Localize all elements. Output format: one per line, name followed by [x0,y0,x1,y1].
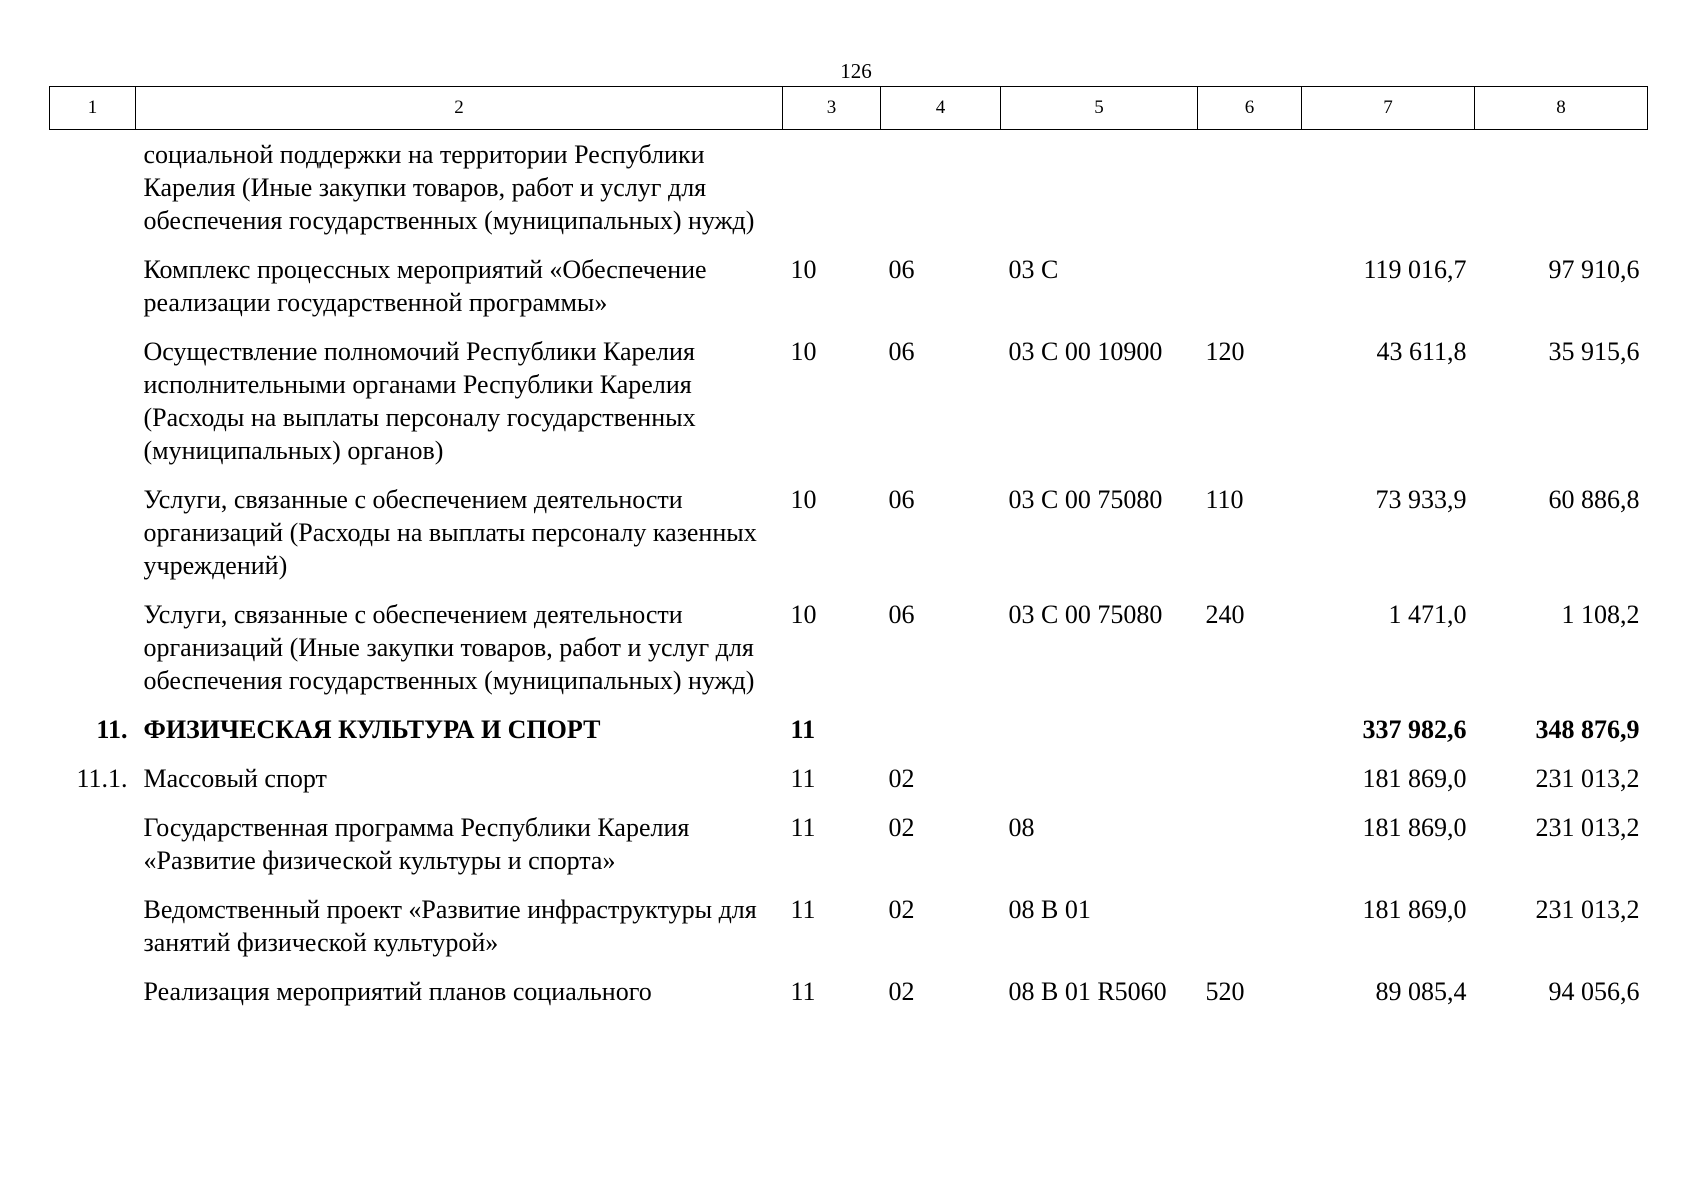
target-article-code: 08 [1008,813,1035,842]
table-row [50,130,1648,254]
table-row [50,253,1648,335]
row-number [50,811,136,893]
target-article-code: 03 С 00 75080 [1008,600,1163,629]
section-code: 10 [790,485,817,514]
amount-col8 [1475,130,1648,254]
section-code: 11 [790,764,816,793]
section-code [783,130,881,254]
section-code: 11 [790,715,816,744]
expense-type-code: 110 [1205,485,1244,514]
section-row [50,713,1648,762]
amount-col7: 1 471,0 [1388,600,1467,629]
column-header-1: 1 [50,87,136,130]
page-number: 126 [840,59,872,83]
expense-type-code: 240 [1205,600,1245,629]
table-row [50,483,1648,598]
subsection-code: 06 [888,485,915,514]
table-row [50,335,1648,483]
table-row [50,975,1648,1024]
row-name: Комплекс процессных мероприятий «Обеспечение реализации государственной программы» [143,255,707,317]
expense-type-code [1198,893,1302,975]
row-name: социальной поддержки на территории Республики Карелия (Иные закупки товаров, работ и услуг для обеспечения государственных (муниципальных) нужд) [143,140,755,235]
row-number: 11. [96,715,128,744]
amount-col7: 43 611,8 [1376,337,1467,366]
target-article-code: 03 С 00 10900 [1008,337,1163,366]
subsection-code [881,713,1001,762]
subsection-code: 06 [888,255,915,284]
table-header [50,87,1648,130]
column-header-3: 3 [783,87,881,130]
subsection-code: 02 [888,977,915,1006]
subsection-code: 06 [888,337,915,366]
row-number [50,598,136,713]
row-number [50,253,136,335]
expense-type-code [1198,713,1302,762]
amount-col7: 181 869,0 [1362,895,1467,924]
target-article-code [1001,762,1198,811]
amount-col8: 348 876,9 [1535,715,1640,744]
expense-type-code: 120 [1205,337,1245,366]
amount-col7 [1302,130,1475,254]
amount-col7: 119 016,7 [1363,255,1467,284]
amount-col8: 1 108,2 [1561,600,1640,629]
column-header-7: 7 [1302,87,1475,130]
expense-type-code [1198,811,1302,893]
section-code: 11 [790,977,816,1006]
row-name: Реализация мероприятий планов социального [143,977,652,1006]
column-header-6: 6 [1198,87,1302,130]
section-code: 10 [790,337,817,366]
subsection-code: 02 [888,764,915,793]
section-code: 10 [790,600,817,629]
row-name: ФИЗИЧЕСКАЯ КУЛЬТУРА И СПОРТ [143,715,601,744]
amount-col8: 97 910,6 [1548,255,1640,284]
table-row [50,598,1648,713]
amount-col7: 181 869,0 [1362,764,1467,793]
amount-col7: 89 085,4 [1375,977,1467,1006]
amount-col8: 231 013,2 [1535,895,1640,924]
target-article-code: 08 В 01 [1008,895,1091,924]
table-row [50,811,1648,893]
target-article-code: 03 С 00 75080 [1008,485,1163,514]
target-article-code [1001,713,1198,762]
column-header-2: 2 [136,87,783,130]
column-header-8: 8 [1475,87,1648,130]
subsection-code: 06 [888,600,915,629]
expense-type-code [1198,253,1302,335]
row-number [50,975,136,1024]
column-number-row [50,87,1648,130]
subsection-row [50,762,1648,811]
amount-col8: 60 886,8 [1548,485,1640,514]
row-name: Ведомственный проект «Развитие инфраструктуры для занятий физической культурой» [143,895,757,957]
amount-col7: 181 869,0 [1362,813,1467,842]
table-body [50,130,1648,1025]
amount-col8: 94 056,6 [1548,977,1640,1006]
row-number [50,130,136,254]
row-number [50,893,136,975]
target-article-code: 08 В 01 R5060 [1008,977,1167,1006]
budget-table [49,86,1648,1024]
expense-type-code [1198,762,1302,811]
subsection-code [881,130,1001,254]
table-row [50,893,1648,975]
row-name: Услуги, связанные с обеспечением деятельности организаций (Расходы на выплаты персоналу казенных учреждений) [143,485,757,580]
column-header-4: 4 [881,87,1001,130]
row-name: Услуги, связанные с обеспечением деятельности организаций (Иные закупки товаров, работ и услуг для обеспечения государственных (муниципальных) нужд) [143,600,755,695]
subsection-code: 02 [888,813,915,842]
subsection-code: 02 [888,895,915,924]
row-name: Государственная программа Республики Карелия «Развитие физической культуры и спорта» [143,813,690,875]
column-header-5: 5 [1001,87,1198,130]
target-article-code: 03 С [1008,255,1059,284]
amount-col7: 337 982,6 [1362,715,1467,744]
row-number: 11.1. [76,764,128,793]
amount-col8: 35 915,6 [1548,337,1640,366]
section-code: 11 [790,895,816,924]
expense-type-code [1198,130,1302,254]
amount-col8: 231 013,2 [1535,813,1640,842]
target-article-code [1001,130,1198,254]
amount-col8: 231 013,2 [1535,764,1640,793]
section-code: 10 [790,255,817,284]
row-number [50,483,136,598]
amount-col7: 73 933,9 [1375,485,1467,514]
row-number [50,335,136,483]
expense-type-code: 520 [1205,977,1245,1006]
row-name: Массовый спорт [143,764,327,793]
row-name: Осуществление полномочий Республики Карелия исполнительными органами Республики Карелия (Расходы на выплаты персоналу государственных (муниципальных) органов) [143,337,696,465]
section-code: 11 [790,813,816,842]
